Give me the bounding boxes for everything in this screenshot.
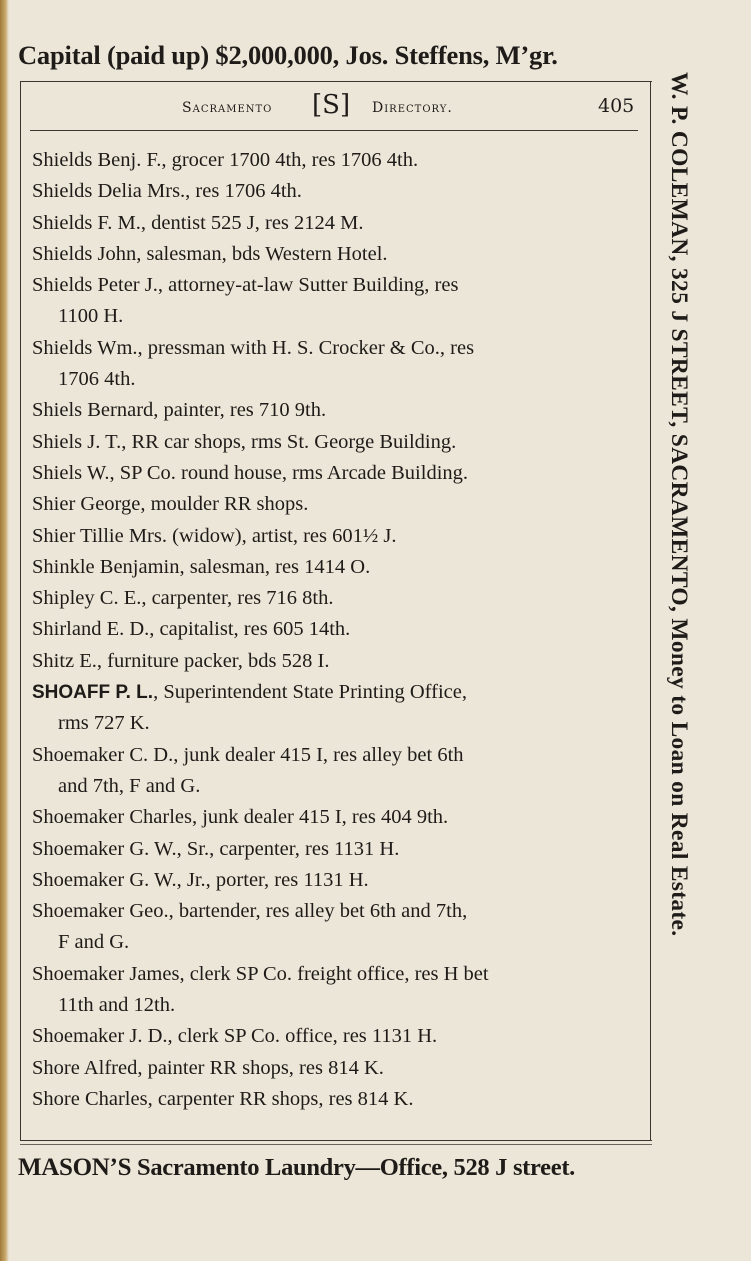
directory-entry: Shoemaker Geo., bartender, res alley bet 6th and 7th, F and G. bbox=[32, 900, 468, 954]
top-banner-advertisement: Capital (paid up) $2,000,000, Jos. Steffens, M’gr. bbox=[18, 40, 558, 70]
directory-entry: Shipley C. E., carpenter, res 716 8th. bbox=[32, 587, 334, 610]
running-head bbox=[0, 90, 640, 124]
directory-entry: Shields Peter J., attorney-at-law Sutter Building, res 1100 H. bbox=[32, 274, 459, 328]
directory-entry: Shiels Bernard, painter, res 710 9th. bbox=[32, 399, 327, 422]
directory-entry: Shields F. M., dentist 525 J, res 2124 M. bbox=[32, 211, 364, 234]
page-spine-edge bbox=[0, 0, 9, 1261]
side-margin-advertisement: W. P. COLEMAN, 325 J STREET, SACRAMENTO, Money to Loan on Real Estate. bbox=[666, 72, 692, 937]
frame-bottom-rule-inner bbox=[20, 1144, 652, 1145]
footer-advertisement bbox=[18, 1154, 678, 1182]
directory-entry: Shoemaker G. W., Sr., carpenter, res 1131 H. bbox=[32, 837, 400, 860]
frame-right-rule bbox=[650, 81, 651, 1141]
frame-top-rule bbox=[20, 81, 652, 82]
running-head-letter-mark: [S] bbox=[312, 90, 351, 120]
directory-entry: Shiels J. T., RR car shops, rms St. George Building. bbox=[32, 430, 457, 453]
directory-entry: Shields John, salesman, bds Western Hotel. bbox=[32, 242, 388, 265]
footer-ad-text: Sacramento Laundry—Office, 528 J street. bbox=[131, 1154, 576, 1181]
directory-entry: Shirland E. D., capitalist, res 605 14th. bbox=[32, 618, 351, 641]
directory-entry: Shiels W., SP Co. round house, rms Arcade Building. bbox=[32, 461, 469, 484]
directory-entry: Shields Delia Mrs., res 1706 4th. bbox=[32, 180, 302, 203]
directory-entry: Shier George, moulder RR shops. bbox=[32, 493, 309, 516]
directory-entry: Shoemaker G. W., Jr., porter, res 1131 H. bbox=[32, 868, 369, 891]
directory-entry-bold: SHOAFF P. L., Superintendent State Printing Office, rms 727 K. bbox=[32, 681, 467, 735]
bold-entry-name: SHOAFF P. L. bbox=[32, 682, 154, 704]
directory-entries bbox=[32, 145, 650, 1115]
frame-left-rule bbox=[20, 81, 21, 1141]
running-head-rule bbox=[30, 130, 638, 131]
directory-entry: Shoemaker J. D., clerk SP Co. office, res 1131 H. bbox=[32, 1025, 438, 1048]
directory-entry: Shoemaker C. D., junk dealer 415 I, res alley bet 6th and 7th, F and G. bbox=[32, 743, 464, 797]
directory-entry: Shinkle Benjamin, salesman, res 1414 O. bbox=[32, 555, 371, 578]
directory-entry: Shier Tillie Mrs. (widow), artist, res 601½ J. bbox=[32, 524, 397, 547]
page-number: 405 bbox=[598, 95, 635, 117]
directory-entry: Shields Wm., pressman with H. S. Crocker & Co., res 1706 4th. bbox=[32, 336, 475, 391]
running-head-title: Directory. bbox=[372, 100, 453, 116]
frame-bottom-rule bbox=[20, 1140, 652, 1141]
directory-entry: Shore Alfred, painter RR shops, res 814 K. bbox=[32, 1056, 384, 1079]
directory-entry: Shoemaker James, clerk SP Co. freight office, res H bet 11th and 12th. bbox=[32, 962, 489, 1017]
footer-ad-brand: MASON’S bbox=[18, 1154, 132, 1181]
running-head-city: Sacramento bbox=[182, 100, 273, 116]
directory-entry: Shields Benj. F., grocer 1700 4th, res 1706 4th. bbox=[32, 149, 419, 171]
directory-entry: Shitz E., furniture packer, bds 528 I. bbox=[32, 649, 330, 672]
directory-entry: Shore Charles, carpenter RR shops, res 814 K. bbox=[32, 1087, 414, 1110]
directory-entry: Shoemaker Charles, junk dealer 415 I, res 404 9th. bbox=[32, 806, 449, 829]
